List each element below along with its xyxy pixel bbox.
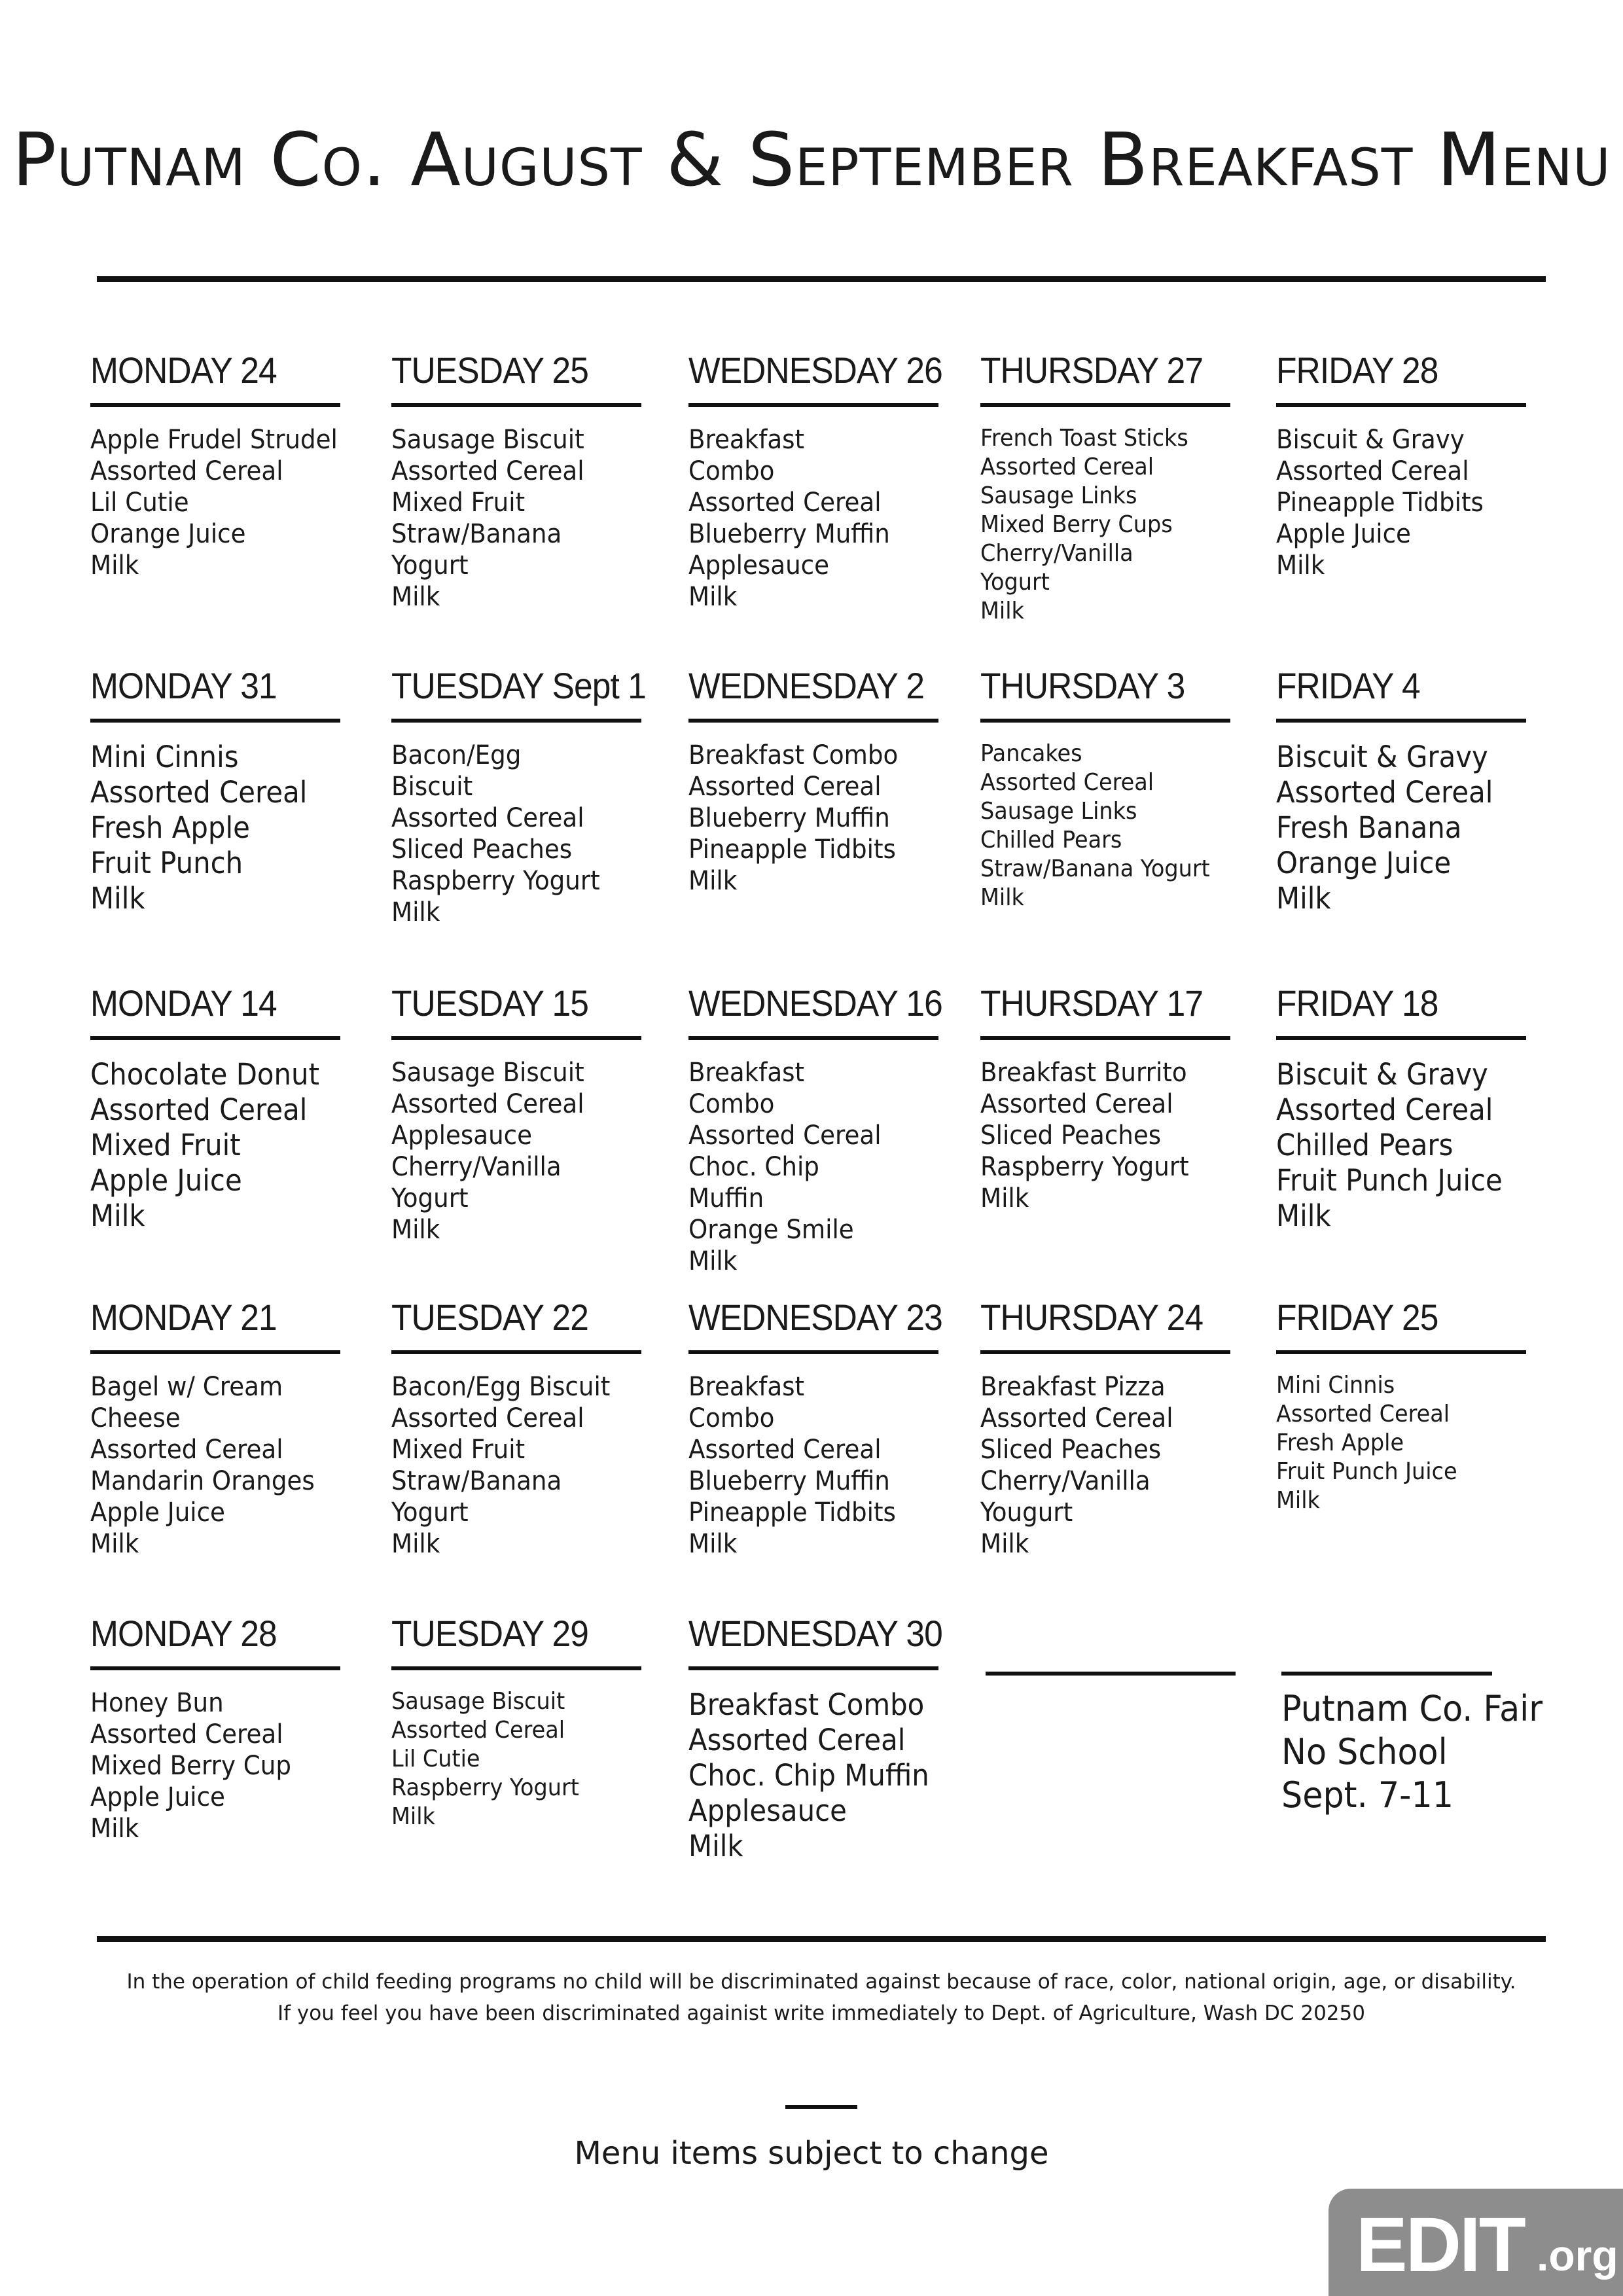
menu-item: Milk	[90, 1198, 145, 1233]
menu-item: Yougurt	[980, 1498, 1073, 1528]
menu-item-list	[688, 1057, 970, 1277]
menu-item: Bacon/Egg	[391, 740, 522, 770]
menu-item: Assorted Cereal	[391, 456, 584, 486]
menu-item: Sliced Peaches	[980, 1121, 1162, 1151]
menu-item: Assorted Cereal	[391, 1089, 584, 1119]
menu-item: Mandarin Oranges	[90, 1466, 315, 1496]
menu-title: Putnam Co. August & September Breakfast Menu	[12, 118, 1611, 203]
watermark-suffix: .org	[1537, 2231, 1618, 2280]
menu-item-list	[688, 740, 970, 897]
day-heading: WEDNESDAY 23	[688, 1297, 942, 1338]
menu-item: Straw/Banana Yogurt	[980, 855, 1210, 882]
menu-item: Orange Juice	[1276, 846, 1452, 880]
menu-item: Pineapple Tidbits	[688, 1498, 896, 1528]
menu-item: Blueberry Muffin	[688, 1466, 890, 1496]
day-heading: TUESDAY Sept 1	[391, 665, 646, 706]
day-underline	[90, 1036, 340, 1040]
menu-item: Choc. Chip	[688, 1152, 819, 1182]
menu-item: Assorted Cereal	[1276, 1401, 1450, 1427]
menu-item: Bagel w/ Cream	[90, 1372, 283, 1402]
fair-notice	[1281, 1687, 1560, 1817]
day-underline	[980, 719, 1230, 723]
menu-item: Apple Frudel Strudel	[90, 425, 338, 455]
day-cell	[688, 347, 970, 623]
menu-item: Apple Juice	[90, 1163, 242, 1198]
menu-item: Yogurt	[391, 550, 469, 581]
menu-item-list	[391, 740, 673, 928]
menu-item: Milk	[1276, 1487, 1320, 1514]
menu-item: Assorted Cereal	[688, 488, 882, 518]
menu-item: Milk	[391, 1529, 440, 1559]
menu-item: Assorted Cereal	[391, 1403, 584, 1433]
menu-item: Bacon/Egg Biscuit	[391, 1372, 611, 1402]
menu-item: Straw/Banana	[391, 1466, 562, 1496]
day-heading: TUESDAY 22	[391, 1297, 589, 1338]
menu-item: Blueberry Muffin	[688, 803, 890, 833]
day-cell	[90, 1610, 372, 1855]
menu-item: Applesauce	[688, 550, 829, 581]
nondiscrimination-statement: In the operation of child feeding programs no child will be discriminated against because of race, color, national origin, age, or disability. If you feel you have been discriminated againist write immediately to Dept. of Agriculture, Wash DC 20250	[126, 1970, 1516, 2025]
menu-item: Milk	[90, 1529, 139, 1559]
day-cell	[980, 347, 1262, 636]
menu-item: Milk	[90, 881, 145, 916]
menu-item-list	[688, 1687, 970, 1864]
menu-item: Mixed Berry Cups	[980, 511, 1173, 538]
day-underline	[980, 403, 1230, 407]
menu-item-list	[980, 424, 1262, 626]
menu-item: Apple Juice	[90, 1782, 225, 1812]
day-underline	[688, 403, 938, 407]
footer-note: Menu items subject to change	[574, 2135, 1049, 2172]
menu-item: Mini Cinnis	[1276, 1372, 1395, 1399]
menu-item: Mixed Fruit	[90, 1128, 241, 1162]
menu-item: Milk	[980, 1183, 1029, 1213]
menu-item: Fresh Apple	[1276, 1429, 1404, 1456]
menu-item: Cherry/Vanilla	[980, 1466, 1150, 1496]
day-heading: FRIDAY 18	[1276, 982, 1438, 1024]
menu-item: Sausage Biscuit	[391, 1058, 584, 1088]
menu-item: Milk	[980, 598, 1024, 624]
day-underline	[1276, 1036, 1526, 1040]
day-cell	[980, 1294, 1262, 1570]
menu-item: Cherry/Vanilla	[980, 540, 1133, 567]
day-underline	[391, 403, 641, 407]
menu-item: Milk	[688, 1246, 738, 1276]
menu-item: Assorted Cereal	[90, 1719, 283, 1749]
menu-item: Pancakes	[980, 740, 1082, 767]
day-underline	[391, 719, 641, 723]
short-divider	[785, 2105, 857, 2109]
top-divider	[97, 276, 1546, 282]
day-cell	[980, 662, 1262, 923]
menu-item: Sliced Peaches	[980, 1435, 1162, 1465]
menu-item: French Toast Sticks	[980, 425, 1188, 452]
menu-item-list	[90, 1687, 372, 1844]
menu-item: Breakfast Burrito	[980, 1058, 1187, 1088]
menu-item: Breakfast Combo	[688, 1687, 925, 1722]
menu-item: Fruit Punch	[90, 846, 243, 880]
day-cell	[688, 1294, 970, 1570]
menu-item: Chilled Pears	[1276, 1128, 1454, 1162]
day-underline	[90, 1666, 340, 1670]
menu-item: Assorted Cereal	[90, 1092, 308, 1127]
menu-item: Milk	[980, 884, 1024, 911]
menu-item-list	[1276, 1057, 1558, 1234]
day-underline	[980, 1036, 1230, 1040]
menu-item: Orange Juice	[90, 519, 246, 549]
menu-item: Fruit Punch Juice	[1276, 1458, 1457, 1485]
watermark-badge	[1329, 2189, 1623, 2296]
menu-item: Breakfast	[688, 1058, 805, 1088]
menu-item: Chocolate Donut	[90, 1057, 319, 1092]
menu-item: Muffin	[688, 1183, 764, 1213]
menu-item: Milk	[391, 582, 440, 612]
menu-item-list	[90, 424, 372, 581]
menu-item: Assorted Cereal	[688, 1723, 906, 1757]
menu-item: Breakfast Pizza	[980, 1372, 1166, 1402]
menu-item: Assorted Cereal	[980, 454, 1154, 480]
bottom-divider	[97, 1936, 1546, 1942]
menu-item: Choc. Chip Muffin	[688, 1758, 929, 1793]
menu-item-list	[688, 1371, 970, 1560]
menu-item: Milk	[90, 550, 139, 581]
menu-item-list	[391, 1371, 673, 1560]
notice-line: No School	[1281, 1731, 1448, 1772]
day-heading: MONDAY 31	[90, 665, 277, 706]
menu-item-list	[1276, 740, 1558, 916]
day-cell	[688, 980, 970, 1287]
day-heading: FRIDAY 4	[1276, 665, 1420, 706]
menu-item: Fruit Punch Juice	[1276, 1163, 1503, 1198]
day-heading: THURSDAY 27	[980, 350, 1204, 391]
menu-item: Breakfast Combo	[688, 740, 899, 770]
menu-item: Milk	[688, 1829, 743, 1863]
menu-item: Assorted Cereal	[391, 803, 584, 833]
menu-item: Apple Juice	[90, 1498, 225, 1528]
day-heading: FRIDAY 28	[1276, 350, 1438, 391]
day-underline	[90, 403, 340, 407]
menu-item-list	[391, 1057, 673, 1246]
menu-item-list	[391, 424, 673, 613]
menu-item: Mixed Fruit	[391, 1435, 526, 1465]
day-underline	[391, 1036, 641, 1040]
day-underline	[90, 1350, 340, 1354]
day-heading: THURSDAY 17	[980, 982, 1204, 1024]
menu-item: Milk	[391, 1215, 440, 1245]
menu-item: Assorted Cereal	[980, 769, 1154, 796]
menu-item: Raspberry Yogurt	[391, 1774, 579, 1801]
day-cell	[391, 980, 673, 1256]
menu-item: Sausage Biscuit	[391, 1688, 565, 1715]
menu-item-list	[980, 740, 1262, 912]
menu-item: Breakfast	[688, 1372, 805, 1402]
day-underline	[1276, 719, 1526, 723]
menu-item: Yogurt	[391, 1498, 469, 1528]
menu-item: Lil Cutie	[391, 1746, 480, 1772]
menu-item: Lil Cutie	[90, 488, 189, 518]
day-heading: TUESDAY 29	[391, 1613, 589, 1654]
menu-item: Assorted Cereal	[90, 1435, 283, 1465]
menu-item: Assorted Cereal	[688, 1121, 882, 1151]
menu-item-list	[980, 1371, 1262, 1560]
watermark-text: EDIT	[1356, 2202, 1524, 2288]
menu-item: Assorted Cereal	[980, 1089, 1173, 1119]
menu-item: Milk	[688, 582, 738, 612]
menu-item: Assorted Cereal	[1276, 775, 1493, 810]
day-cell	[391, 1294, 673, 1570]
menu-item: Sausage Links	[980, 482, 1137, 509]
menu-item: Chilled Pears	[980, 827, 1122, 853]
menu-item: Mixed Berry Cup	[90, 1751, 291, 1781]
day-underline	[90, 719, 340, 723]
day-cell	[1276, 662, 1558, 927]
menu-item: Assorted Cereal	[90, 775, 308, 810]
day-cell	[688, 662, 970, 907]
day-heading: TUESDAY 25	[391, 350, 589, 391]
day-heading: TUESDAY 15	[391, 982, 589, 1024]
menu-item: Orange Smile	[688, 1215, 854, 1245]
notice-line: Putnam Co. Fair	[1281, 1688, 1543, 1729]
menu-item: Milk	[90, 1814, 139, 1844]
day-cell	[90, 662, 372, 927]
menu-item: Sausage Biscuit	[391, 425, 584, 455]
day-cell	[1276, 980, 1558, 1244]
menu-item: Blueberry Muffin	[688, 519, 890, 549]
menu-item: Straw/Banana	[391, 519, 562, 549]
menu-item: Milk	[688, 866, 738, 896]
menu-item: Applesauce	[391, 1121, 532, 1151]
menu-item: Sliced Peaches	[391, 834, 573, 865]
day-underline	[391, 1350, 641, 1354]
menu-item: Cheese	[90, 1403, 181, 1433]
menu-item: Breakfast	[688, 425, 805, 455]
menu-item: Milk	[1276, 881, 1331, 916]
menu-item: Milk	[391, 1803, 435, 1830]
day-cell	[90, 347, 372, 592]
day-cell	[90, 980, 372, 1244]
day-cell	[1276, 1294, 1558, 1526]
menu-item: Biscuit & Gravy	[1276, 740, 1488, 774]
menu-item: Raspberry Yogurt	[980, 1152, 1189, 1182]
day-heading: MONDAY 14	[90, 982, 277, 1024]
menu-item: Assorted Cereal	[1276, 1092, 1493, 1127]
day-underline	[688, 1036, 938, 1040]
menu-item-list	[980, 1057, 1262, 1214]
menu-item: Fresh Apple	[90, 810, 250, 845]
day-heading: MONDAY 28	[90, 1613, 277, 1654]
menu-item-list	[1276, 1371, 1558, 1515]
day-cell	[1276, 347, 1558, 592]
menu-item: Milk	[391, 897, 440, 927]
menu-item: Biscuit & Gravy	[1276, 1057, 1488, 1092]
menu-item: Combo	[688, 456, 775, 486]
menu-item: Honey Bun	[90, 1688, 224, 1718]
day-underline	[391, 1666, 641, 1670]
day-heading: FRIDAY 25	[1276, 1297, 1438, 1338]
day-underline	[688, 719, 938, 723]
menu-item: Combo	[688, 1403, 775, 1433]
menu-item-list	[90, 1057, 372, 1234]
menu-item: Milk	[1276, 1198, 1331, 1233]
menu-item: Yogurt	[980, 569, 1050, 596]
day-cell	[391, 347, 673, 623]
menu-item: Sausage Links	[980, 798, 1137, 825]
day-cell	[90, 1294, 372, 1570]
menu-item: Yogurt	[391, 1183, 469, 1213]
menu-item: Cherry/Vanilla	[391, 1152, 562, 1182]
menu-item: Assorted Cereal	[1276, 456, 1469, 486]
menu-item: Mixed Fruit	[391, 488, 526, 518]
menu-item: Applesauce	[688, 1793, 847, 1828]
day-cell	[391, 1610, 673, 1842]
menu-item-list	[391, 1687, 673, 1831]
menu-item: Mini Cinnis	[90, 740, 239, 774]
day-heading: THURSDAY 24	[980, 1297, 1204, 1338]
empty-day-divider	[986, 1672, 1236, 1676]
day-underline	[688, 1666, 938, 1670]
menu-item: Assorted Cereal	[90, 456, 283, 486]
notice-divider	[1281, 1672, 1492, 1676]
day-cell	[980, 980, 1262, 1225]
menu-item: Pineapple Tidbits	[1276, 488, 1484, 518]
day-underline	[980, 1350, 1230, 1354]
menu-item: Assorted Cereal	[688, 772, 882, 802]
day-cell	[688, 1610, 970, 1874]
menu-item: Assorted Cereal	[391, 1717, 565, 1744]
day-underline	[1276, 403, 1526, 407]
menu-item-list	[90, 740, 372, 916]
menu-item: Apple Juice	[1276, 519, 1411, 549]
day-heading: WEDNESDAY 30	[688, 1613, 942, 1654]
day-heading: WEDNESDAY 16	[688, 982, 942, 1024]
day-underline	[688, 1350, 938, 1354]
menu-item: Fresh Banana	[1276, 810, 1462, 845]
day-cell	[391, 662, 673, 939]
menu-item: Assorted Cereal	[980, 1403, 1173, 1433]
menu-item: Assorted Cereal	[688, 1435, 882, 1465]
day-heading: WEDNESDAY 2	[688, 665, 925, 706]
menu-item: Pineapple Tidbits	[688, 834, 896, 865]
menu-item-list	[1276, 424, 1558, 581]
day-heading: MONDAY 24	[90, 350, 277, 391]
menu-item: Raspberry Yogurt	[391, 866, 600, 896]
menu-item: Milk	[688, 1529, 738, 1559]
menu-item-list	[688, 424, 970, 613]
menu-item: Biscuit	[391, 772, 473, 802]
day-heading: WEDNESDAY 26	[688, 350, 942, 391]
menu-item: Biscuit & Gravy	[1276, 425, 1465, 455]
day-underline	[1276, 1350, 1526, 1354]
menu-item: Combo	[688, 1089, 775, 1119]
notice-line: Sept. 7-11	[1281, 1774, 1454, 1816]
menu-item-list	[90, 1371, 372, 1560]
day-heading: MONDAY 21	[90, 1297, 277, 1338]
menu-item: Milk	[1276, 550, 1325, 581]
menu-item: Milk	[980, 1529, 1029, 1559]
day-heading: THURSDAY 3	[980, 665, 1185, 706]
